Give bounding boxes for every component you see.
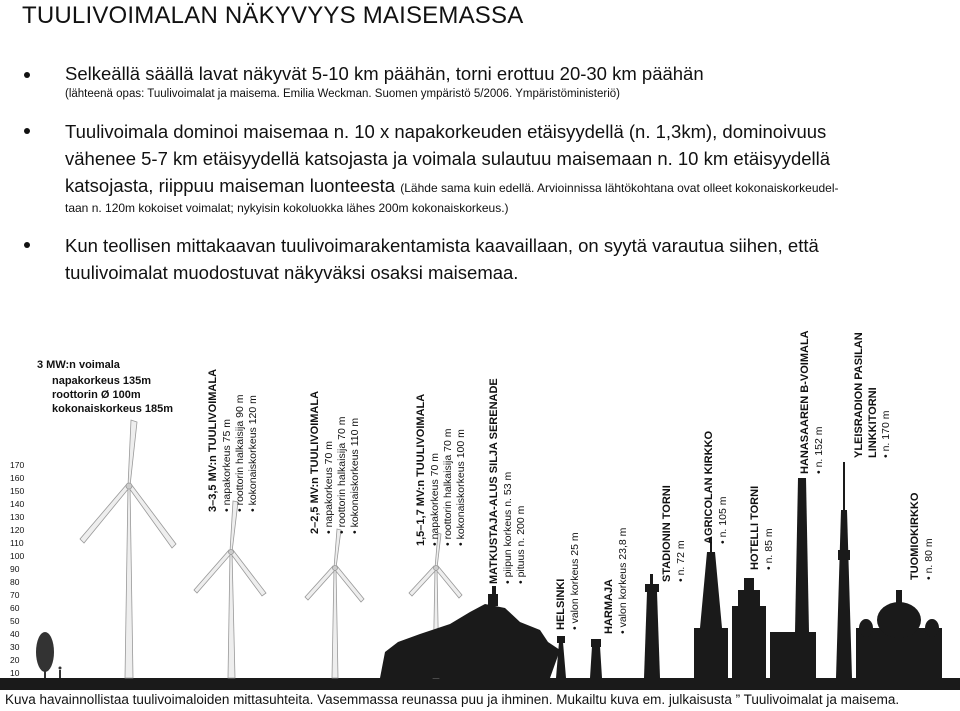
label-item: • roottorin halkaisija 90 m — [234, 394, 246, 512]
label-hotel-torni — [749, 486, 775, 570]
bullet-line-text: katsojasta, riippuu maiseman luonteesta — [65, 175, 396, 196]
scale-label: 20 — [10, 655, 20, 665]
label-item: • napakorkeus 75 m — [221, 419, 233, 512]
label-title: HANASAAREN B-VOIMALA — [799, 330, 811, 474]
person-icon — [59, 667, 62, 679]
label-item: • napakorkeus 70 m — [323, 441, 335, 534]
lighthouse-harmaja-icon — [590, 639, 602, 678]
label-item: • pituus n. 200 m — [515, 505, 527, 584]
ground-silhouette — [0, 678, 960, 690]
bullet-visibility — [22, 62, 947, 103]
turbine-2-2-5mw-icon — [305, 529, 364, 678]
ship-silhouette — [380, 586, 560, 678]
bullet-source-note: (Lähde sama kuin edellä. Arvioinnissa lähtökohtana ovat olleet kokonaiskorkeudel- — [400, 181, 839, 195]
page-title: TUULIVOIMALAN NÄKYVYYS MAISEMASSA — [22, 2, 524, 29]
scale-label: 120 — [10, 525, 25, 535]
label-item: • napakorkeus 70 m — [429, 453, 441, 546]
label-2-2-5mw — [309, 391, 361, 534]
label-cathedral — [909, 492, 935, 580]
label-item: • n. 152 m — [813, 426, 825, 474]
label-title: HELSINKI — [555, 578, 567, 630]
label-title: 3–3,5 MV:n TUULIVOIMALA — [207, 368, 219, 512]
bullet-dot — [24, 128, 30, 134]
turbine-3mw-icon — [80, 420, 176, 678]
bullet-line: Kun teollisen mittakaavan tuulivoimarakentamista kaavaillaan, on syytä varautua siihen, että — [65, 235, 819, 256]
label-1-5-1-7mw — [415, 394, 467, 546]
label-title: HARMAJA — [603, 579, 615, 634]
hanasaari-power-plant-icon — [770, 478, 816, 678]
bullet-line: Tuulivoimala dominoi maisemaa n. 10 x napakorkeuden etäisyydellä (n. 1,3km), dominoivuus — [65, 121, 827, 142]
label-item: • roottorin halkaisija 70 m — [442, 428, 454, 546]
tree-icon — [36, 632, 54, 678]
hotel-torni-icon — [732, 578, 766, 678]
bullet-dominance — [22, 118, 947, 217]
agricola-church-icon — [694, 537, 728, 678]
bullet-source-note: taan n. 120m kokoiset voimalat; nykyisin kokoluokka lähes 200m kokonaiskorkeus.) — [65, 201, 509, 215]
scale-label: 100 — [10, 551, 25, 561]
label-title: 2–2,5 MV:n TUULIVOIMALA — [309, 390, 321, 534]
scale-label: 140 — [10, 499, 25, 509]
label-hanasaari — [799, 330, 825, 474]
label-3-3-5mw — [207, 369, 259, 512]
label-title: STADIONIN TORNI — [661, 485, 673, 582]
scale-illustration-svg — [0, 312, 960, 690]
label-item: • valon korkeus 23,8 m — [617, 527, 629, 634]
topbox-line: napakorkeus 135m — [52, 375, 152, 387]
scale-label: 30 — [10, 642, 20, 652]
label-item: • piipun korkeus n. 53 m — [502, 471, 514, 584]
label-item: • valon korkeus 25 m — [569, 532, 581, 630]
height-scale — [10, 460, 24, 678]
bullet-line — [65, 172, 947, 199]
scale-label: 150 — [10, 486, 25, 496]
label-item: • n. 105 m — [717, 496, 729, 544]
label-stadium — [661, 485, 687, 582]
label-title: AGRICOLAN KIRKKO — [703, 430, 715, 544]
scale-label: 10 — [10, 668, 20, 678]
bullet-line: vähenee 5-7 km etäisyydellä katsojasta ja voimala sulautuu maisemaan n. 10 km etäisyydellä — [65, 148, 831, 169]
bullet-dot — [24, 242, 30, 248]
cathedral-icon — [856, 590, 942, 678]
scale-label: 60 — [10, 603, 20, 613]
bullet-line: tuulivoimalat muodostuvat näkyväksi osaksi maisemaa. — [65, 262, 519, 283]
scale-label: 90 — [10, 564, 20, 574]
scale-label: 110 — [10, 538, 24, 548]
topbox — [37, 359, 173, 415]
label-item: • n. 72 m — [675, 540, 687, 582]
label-item: • roottorin halkaisija 70 m — [336, 416, 348, 534]
label-helsinki — [555, 532, 581, 630]
label-harmaja — [603, 527, 629, 634]
scale-label: 40 — [10, 629, 20, 639]
bullet-planning — [22, 232, 947, 286]
bullet-list — [22, 62, 947, 301]
topbox-line: roottorin Ø 100m — [52, 389, 141, 401]
label-title: MATKUSTAJA-ALUS SILJA SERENADE — [488, 378, 500, 584]
bullet-dot — [24, 72, 30, 78]
label-item: • kokonaiskorkeus 100 m — [455, 429, 467, 546]
scale-label: 170 — [10, 460, 25, 470]
scale-label: 130 — [10, 512, 25, 522]
scale-label: 80 — [10, 577, 20, 587]
scale-label: 160 — [10, 473, 25, 483]
label-item: • n. 170 m — [880, 410, 892, 458]
label-item: • n. 85 m — [763, 528, 775, 570]
label-item: • n. 80 m — [923, 538, 935, 580]
label-title: HOTELLI TORNI — [749, 485, 761, 570]
scale-label: 50 — [10, 616, 20, 626]
label-title: TUOMIOKIRKKO — [909, 492, 921, 580]
bullet-source-note: (lähteenä opas: Tuulivoimalat ja maisema. Emilia Weckman. Suomen ympäristö 5/2006. Ympäristöministeriö) — [65, 88, 621, 100]
stadium-tower-icon — [644, 574, 660, 678]
scale-illustration — [0, 312, 960, 690]
topbox-title: 3 MW:n voimala — [37, 359, 120, 371]
turbine-3-3-5mw-icon — [194, 501, 266, 678]
scale-label: 70 — [10, 590, 20, 600]
label-title: YLEISRADION PASILAN — [853, 332, 865, 458]
label-item: LINKKITORNI — [867, 387, 879, 458]
bullet-text: Selkeällä säällä lavat näkyvät 5-10 km päähän, torni erottuu 20-30 km päähän — [65, 63, 704, 84]
topbox-line: kokonaiskorkeus 185m — [52, 403, 174, 415]
figure-caption: Kuva havainnollistaa tuulivoimaloiden mittasuhteita. Vasemmassa reunassa puu ja ihminen. Mukailtu kuva em. julkaisusta ” Tuulivoimalat ja maisema. — [5, 692, 900, 707]
label-item: • kokonaiskorkeus 110 m — [349, 417, 361, 534]
label-agricola — [703, 431, 729, 544]
label-item: • kokonaiskorkeus 120 m — [247, 395, 259, 512]
label-ship — [488, 378, 527, 584]
label-title: 1,5–1,7 MV:n TUULIVOIMALA — [415, 393, 427, 546]
label-pasila — [853, 332, 892, 458]
pasila-tower-icon — [836, 462, 852, 678]
